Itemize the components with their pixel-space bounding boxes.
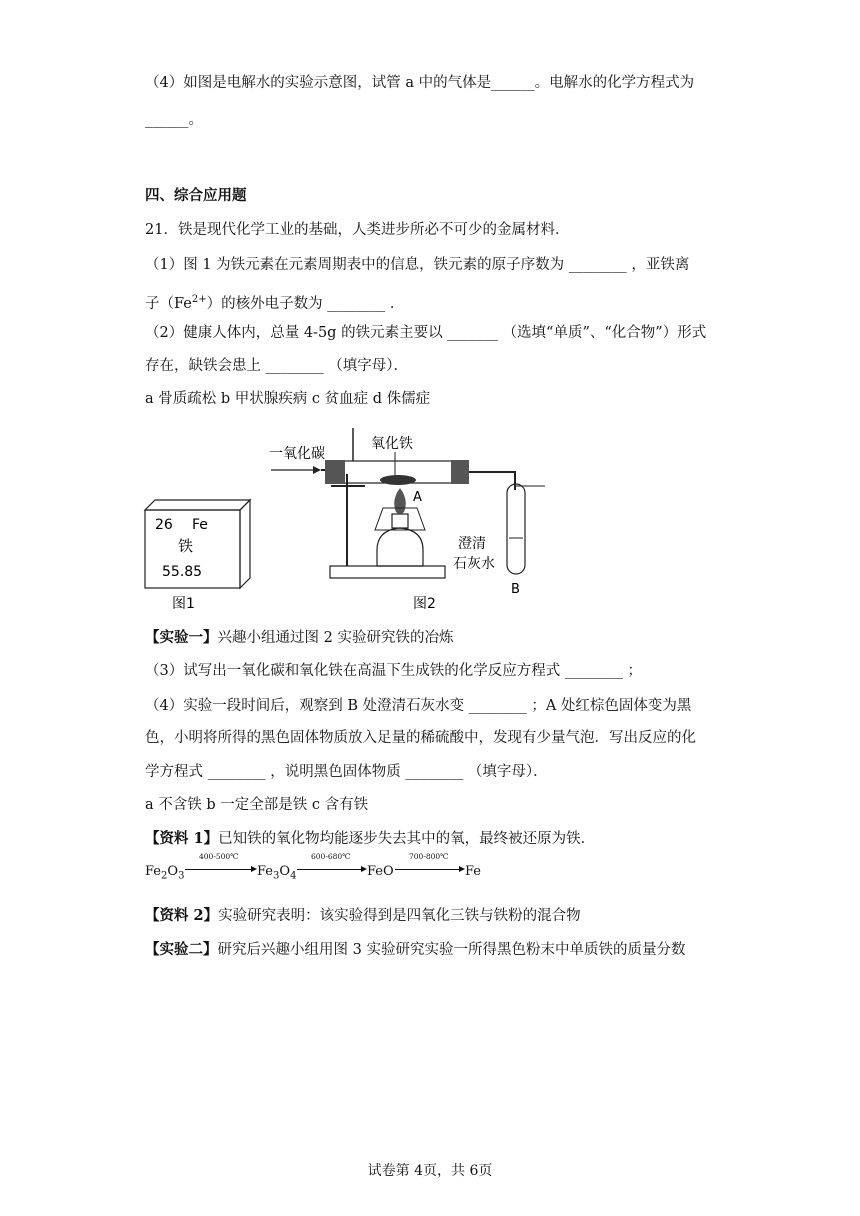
outlet-pipe-upper bbox=[515, 486, 545, 490]
q21-part1-line1: （1）图 1 为铁元素在元素周期表中的信息，铁元素的原子序数为 ________ ，亚铁离 bbox=[145, 257, 690, 273]
chain-temp-2: 600-680℃ bbox=[311, 852, 351, 861]
outlet-pipe bbox=[469, 472, 515, 490]
chain-fe: Fe bbox=[465, 864, 482, 879]
label-carbon-monoxide: 一氧化碳 bbox=[269, 446, 325, 462]
q21-part2-options: a 骨质疏松 b 甲状腺疾病 c 贫血症 d 侏儒症 bbox=[145, 391, 431, 407]
figure-1 bbox=[130, 480, 255, 615]
atomic-number: 26 bbox=[155, 517, 173, 533]
label-limewater-2: 石灰水 bbox=[453, 556, 495, 572]
q21-part1-sup: 2+ bbox=[191, 294, 207, 305]
q21-part2-line2: 存在，缺铁会患上 ________ （填字母）． bbox=[145, 358, 408, 374]
exp1-part3: （3）试写出一氧化碳和氧化铁在高温下生成铁的化学反应方程式 ________ ； bbox=[145, 663, 642, 679]
lamp-flame bbox=[394, 488, 406, 514]
label-limewater-1: 澄清 bbox=[458, 536, 486, 552]
alcohol-lamp bbox=[377, 528, 423, 566]
label-iron-oxide: 氧化铁 bbox=[371, 436, 413, 452]
chain-temp-3: 700-800℃ bbox=[409, 852, 449, 861]
figure-2 bbox=[265, 418, 555, 618]
reference-1-title: 【资料 1】 bbox=[145, 830, 219, 847]
q21-part1-line2 bbox=[145, 290, 404, 314]
q20-line-1: （4）如图是电解水的实验示意图，试管 a 中的气体是______。电解水的化学方程式为 bbox=[145, 75, 695, 91]
exp1-part4-line2: 色，小明将所得的黑色固体物质放入足量的稀硫酸中，发现有少量气泡．写出反应的化 bbox=[145, 730, 696, 746]
element-symbol: Fe bbox=[192, 517, 208, 533]
element-name: 铁 bbox=[178, 537, 194, 555]
experiment-1-title: 【实验一】 bbox=[145, 629, 218, 646]
lamp-neck bbox=[392, 514, 408, 528]
figure-1-caption: 图1 bbox=[172, 596, 195, 612]
test-tube-b bbox=[507, 484, 525, 574]
figure-2-caption: 图2 bbox=[413, 596, 436, 612]
experiment-1 bbox=[145, 628, 453, 648]
right-stopper bbox=[451, 460, 469, 484]
chain-arrow-2 bbox=[297, 869, 363, 870]
chain-fe3o4: $Fe_3O_4$ bbox=[257, 864, 297, 882]
q20-line-2: ______。 bbox=[145, 112, 203, 128]
chain-fe2o3: $Fe_2O_3$ bbox=[145, 864, 185, 882]
section-heading: 四、综合应用题 bbox=[145, 188, 247, 204]
label-a: A bbox=[413, 490, 422, 505]
cube-side bbox=[240, 500, 250, 588]
experiment-1-text: 兴趣小组通过图 2 实验研究铁的冶炼 bbox=[217, 630, 454, 646]
reference-2 bbox=[145, 906, 581, 926]
label-b: B bbox=[511, 582, 520, 597]
exp1-options: a 不含铁 b 一定全部是铁 c 含有铁 bbox=[145, 797, 369, 813]
reference-2-title: 【资料 2】 bbox=[145, 907, 219, 924]
reference-1-text: 已知铁的氧化物均能逐步失去其中的氧，最终被还原为铁． bbox=[218, 831, 596, 847]
q21-part2-line1: （2）健康人体内，总量 4-5g 的铁元素主要以 _______ （选填“单质”、“化合物”）形式 bbox=[145, 325, 707, 341]
reference-1 bbox=[145, 829, 595, 849]
co-arrow-head bbox=[313, 466, 321, 474]
chain-temp-1: 400-500℃ bbox=[199, 852, 239, 861]
left-stopper bbox=[325, 460, 345, 484]
experiment-2-title: 【实验二】 bbox=[145, 941, 218, 958]
chain-arrow-3 bbox=[395, 869, 461, 870]
q21-part1-post: ）的核外电子数为 ________ ． bbox=[206, 295, 405, 312]
atomic-mass: 55.85 bbox=[162, 564, 203, 580]
iron-oxide-powder bbox=[380, 475, 416, 485]
q21-part1-pre: 子（Fe bbox=[145, 295, 192, 312]
stand-base bbox=[330, 566, 445, 578]
reference-2-text: 实验研究表明：该实验得到是四氧化三铁与铁粉的混合物 bbox=[218, 908, 581, 924]
experiment-2 bbox=[145, 940, 685, 960]
chain-arrow-1 bbox=[185, 869, 253, 870]
cube-top bbox=[145, 500, 250, 510]
experiment-2-text: 研究后兴趣小组用图 3 实验研究实验一所得黑色粉末中单质铁的质量分数 bbox=[217, 942, 686, 958]
page-footer: 试卷第 4页，共 6页 bbox=[367, 1163, 493, 1179]
q21-intro: 21．铁是现代化学工业的基础，人类进步所必不可少的金属材料． bbox=[145, 222, 570, 238]
chain-feo: FeO bbox=[367, 864, 394, 879]
exp1-part4-line3: 学方程式 ________ ，说明黑色固体物质 ________ （填字母）． bbox=[145, 764, 548, 780]
exp1-part4-line1: （4）实验一段时间后，观察到 B 处澄清石灰水变 ________ ；A 处红棕色固体变为黑 bbox=[145, 698, 692, 714]
